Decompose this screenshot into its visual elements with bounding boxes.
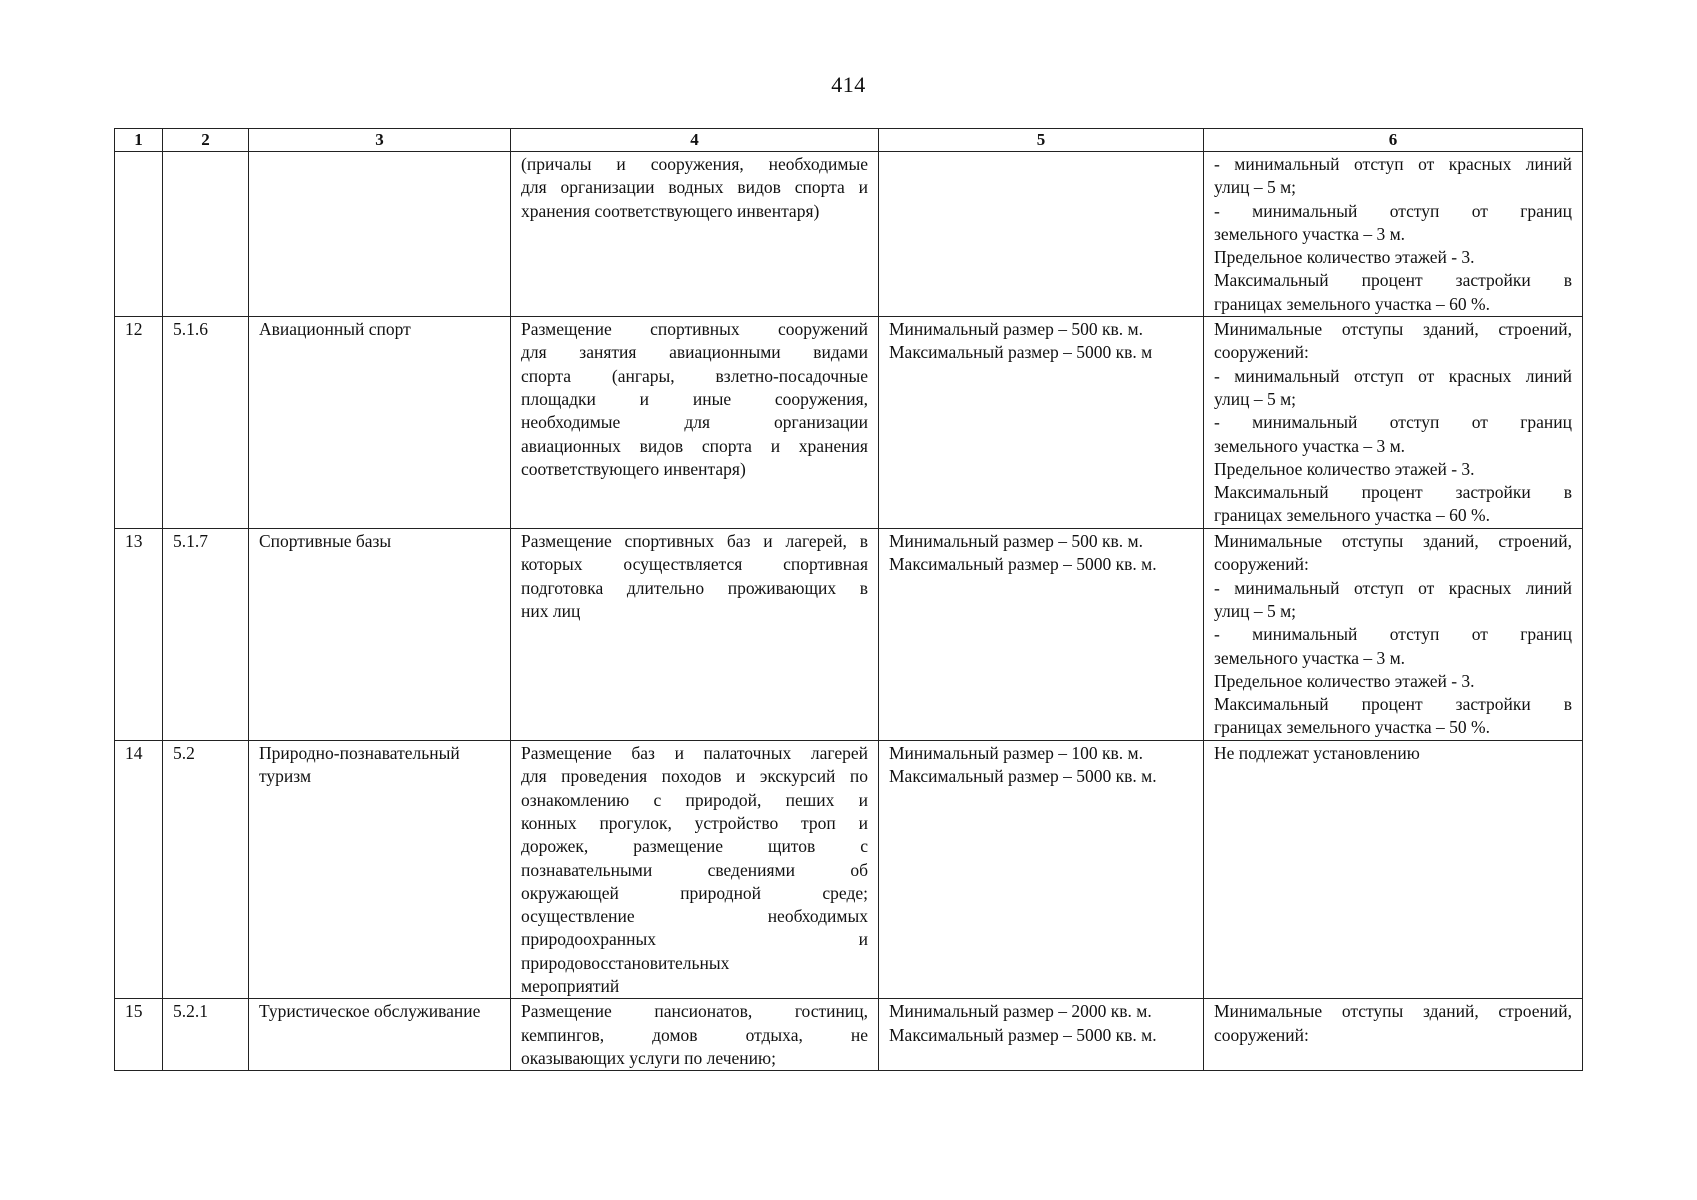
text-line: познавательными сведениями об bbox=[521, 859, 868, 880]
text-line: хранения соответствующего инвентаря) bbox=[521, 200, 820, 221]
text-line: улиц – 5 м; bbox=[1214, 177, 1297, 198]
text-line: Минимальный размер – 500 кв. м. bbox=[889, 531, 1143, 552]
text-line: (причалы и сооружения, необходимые bbox=[521, 154, 868, 174]
header-col-1: 1 bbox=[115, 129, 163, 152]
text-line: земельного участка – 3 м. bbox=[1214, 647, 1406, 668]
page-number: 414 bbox=[831, 72, 866, 97]
text-line: Максимальный размер – 5000 кв. м bbox=[889, 342, 1153, 363]
code-cell: 5.1.7 bbox=[163, 529, 249, 741]
text-line: дорожек, размещение щитов с bbox=[521, 836, 868, 857]
text-line: необходимые для организации bbox=[521, 412, 868, 433]
params-cell bbox=[1204, 317, 1583, 529]
text-line: конных прогулок, устройство троп и bbox=[521, 812, 868, 833]
header-col-4: 4 bbox=[511, 129, 879, 152]
header-col-6: 6 bbox=[1204, 129, 1583, 152]
text-line: Минимальные отступы зданий, строений, bbox=[1214, 1001, 1572, 1022]
text-line: Предельное количество этажей - 3. bbox=[1214, 670, 1475, 691]
text-line: - минимальный отступ от границ bbox=[1214, 624, 1572, 645]
description-cell bbox=[511, 741, 879, 999]
row-number-cell bbox=[115, 152, 163, 317]
zoning-table bbox=[114, 128, 1583, 1071]
text-line: - минимальный отступ от красных линий bbox=[1214, 154, 1572, 174]
name-cell: Спортивные базы bbox=[249, 529, 511, 741]
table-row bbox=[115, 317, 1583, 529]
table-row bbox=[115, 999, 1583, 1071]
text-line: природоохранных и bbox=[521, 929, 868, 950]
size-cell bbox=[879, 152, 1204, 317]
text-line: для занятия авиационными видами bbox=[521, 342, 868, 363]
text-line: Не подлежат установлению bbox=[1214, 743, 1420, 764]
description-cell bbox=[511, 317, 879, 529]
size-cell bbox=[879, 317, 1204, 529]
text-line: Максимальный размер – 5000 кв. м. bbox=[889, 766, 1157, 787]
text-line: оказывающих услуги по лечению; bbox=[521, 1047, 776, 1068]
text-line: осуществление необходимых bbox=[521, 906, 868, 927]
text-line: Размещение баз и палаточных лагерей bbox=[521, 743, 868, 764]
table-header-row bbox=[115, 129, 1583, 152]
text-line: спорта (ангары, взлетно-посадочные bbox=[521, 365, 868, 386]
text-line: Размещение пансионатов, гостиниц, bbox=[521, 1001, 868, 1022]
text-line: Максимальный процент застройки в bbox=[1214, 270, 1572, 291]
row-number-cell: 14 bbox=[115, 741, 163, 999]
text-line: Максимальный процент застройки в bbox=[1214, 694, 1572, 715]
text-line: Предельное количество этажей - 3. bbox=[1214, 458, 1475, 479]
params-cell bbox=[1204, 529, 1583, 741]
name-cell: Природно-познавательный туризм bbox=[249, 741, 511, 999]
params-cell bbox=[1204, 152, 1583, 317]
params-cell bbox=[1204, 999, 1583, 1071]
text-line: Минимальный размер – 500 кв. м. bbox=[889, 319, 1143, 340]
row-number-cell: 12 bbox=[115, 317, 163, 529]
header-col-2: 2 bbox=[163, 129, 249, 152]
text-line: мероприятий bbox=[521, 976, 620, 997]
text-line: для проведения походов и экскурсий по bbox=[521, 766, 868, 787]
text-line: Максимальный размер – 5000 кв. м. bbox=[889, 554, 1157, 575]
code-cell bbox=[163, 152, 249, 317]
table-row bbox=[115, 152, 1583, 317]
text-line: сооружений: bbox=[1214, 1024, 1309, 1045]
text-line: них лиц bbox=[521, 600, 581, 621]
description-cell bbox=[511, 529, 879, 741]
table-row bbox=[115, 529, 1583, 741]
row-number-cell: 13 bbox=[115, 529, 163, 741]
text-line: природовосстановительных bbox=[521, 952, 730, 973]
text-line: подготовка длительно проживающих в bbox=[521, 577, 868, 598]
table-row bbox=[115, 741, 1583, 999]
text-line: границах земельного участка – 60 %. bbox=[1214, 293, 1490, 314]
text-line: границах земельного участка – 50 %. bbox=[1214, 717, 1490, 738]
text-line: Минимальный размер – 2000 кв. м. bbox=[889, 1001, 1152, 1022]
row-number-cell: 15 bbox=[115, 999, 163, 1071]
text-line: улиц – 5 м; bbox=[1214, 388, 1297, 409]
text-line: Максимальный размер – 5000 кв. м. bbox=[889, 1024, 1157, 1045]
description-cell bbox=[511, 152, 879, 317]
text-line: Размещение спортивных сооружений bbox=[521, 319, 868, 340]
text-line: Минимальные отступы зданий, строений, bbox=[1214, 319, 1572, 340]
text-line: земельного участка – 3 м. bbox=[1214, 435, 1406, 456]
text-line: сооружений: bbox=[1214, 342, 1309, 363]
header-col-5: 5 bbox=[879, 129, 1204, 152]
text-line: улиц – 5 м; bbox=[1214, 600, 1297, 621]
text-line: окружающей природной среде; bbox=[521, 882, 868, 903]
name-cell: Авиационный спорт bbox=[249, 317, 511, 529]
text-line: Минимальный размер – 100 кв. м. bbox=[889, 743, 1143, 764]
text-line: площадки и иные сооружения, bbox=[521, 388, 868, 409]
text-line: которых осуществляется спортивная bbox=[521, 554, 868, 575]
header-col-3: 3 bbox=[249, 129, 511, 152]
text-line: ознакомлению с природой, пеших и bbox=[521, 789, 868, 810]
text-line: сооружений: bbox=[1214, 554, 1309, 575]
description-cell bbox=[511, 999, 879, 1071]
text-line: - минимальный отступ от границ bbox=[1214, 412, 1572, 433]
text-line: - минимальный отступ от красных линий bbox=[1214, 365, 1572, 386]
code-cell: 5.2.1 bbox=[163, 999, 249, 1071]
name-cell: Туристическое обслуживание bbox=[249, 999, 511, 1071]
code-cell: 5.1.6 bbox=[163, 317, 249, 529]
text-line: авиационных видов спорта и хранения bbox=[521, 435, 868, 456]
text-line: для организации водных видов спорта и bbox=[521, 177, 868, 198]
size-cell bbox=[879, 529, 1204, 741]
text-line: Размещение спортивных баз и лагерей, в bbox=[521, 531, 868, 552]
text-line: - минимальный отступ от границ bbox=[1214, 200, 1572, 221]
text-line: Максимальный процент застройки в bbox=[1214, 482, 1572, 503]
text-line: - минимальный отступ от красных линий bbox=[1214, 577, 1572, 598]
params-cell bbox=[1204, 741, 1583, 999]
text-line: границах земельного участка – 60 %. bbox=[1214, 505, 1490, 526]
code-cell: 5.2 bbox=[163, 741, 249, 999]
text-line: Минимальные отступы зданий, строений, bbox=[1214, 531, 1572, 552]
name-cell bbox=[249, 152, 511, 317]
size-cell bbox=[879, 999, 1204, 1071]
text-line: земельного участка – 3 м. bbox=[1214, 223, 1406, 244]
text-line: кемпингов, домов отдыха, не bbox=[521, 1024, 868, 1045]
text-line: соответствующего инвентаря) bbox=[521, 458, 746, 479]
size-cell bbox=[879, 741, 1204, 999]
text-line: Предельное количество этажей - 3. bbox=[1214, 247, 1475, 268]
